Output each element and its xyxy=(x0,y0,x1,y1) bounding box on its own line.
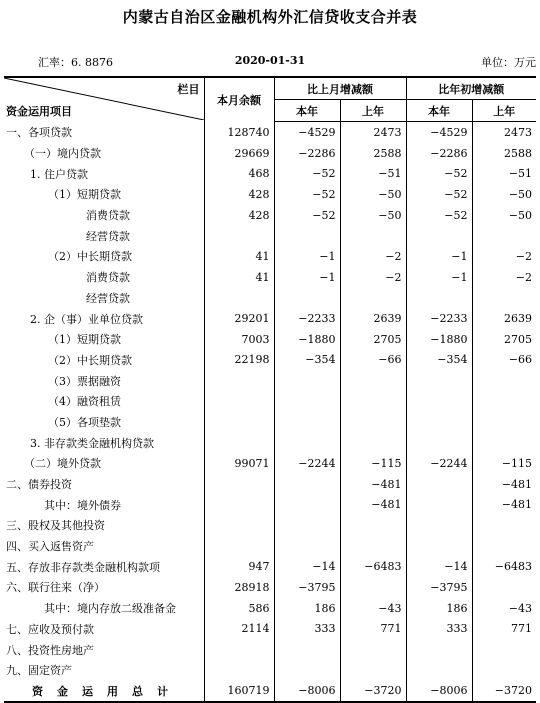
row-value: −6483 xyxy=(340,556,406,577)
row-value xyxy=(274,639,340,660)
row-value xyxy=(340,370,406,391)
row-value xyxy=(274,412,340,433)
row-label: 三、股权及其他投资 xyxy=(6,519,105,533)
row-value xyxy=(472,536,536,557)
row-value: −66 xyxy=(340,350,406,371)
header-vs-last-month: 比上月增减额 xyxy=(274,77,406,100)
row-value xyxy=(204,370,274,391)
row-value: −52 xyxy=(406,205,472,226)
report-title: 内蒙古自治区金融机构外汇信贷收支合并表 xyxy=(122,8,418,26)
row-value xyxy=(274,225,340,246)
row-value: 428 xyxy=(204,205,274,226)
row-value: 2588 xyxy=(472,143,536,164)
row-value: 2705 xyxy=(340,329,406,350)
row-label: （5）各项垫款 xyxy=(48,415,121,429)
row-value xyxy=(274,515,340,536)
row-value xyxy=(406,432,472,453)
row-label: （3）票据融资 xyxy=(48,374,121,388)
row-value: 2114 xyxy=(204,619,274,640)
table-row xyxy=(4,163,536,184)
table-row xyxy=(4,122,536,143)
row-value xyxy=(472,515,536,536)
row-value: −51 xyxy=(472,163,536,184)
row-label: 九、固定资产 xyxy=(6,664,72,678)
row-value xyxy=(340,288,406,309)
row-value xyxy=(340,412,406,433)
header-item-label: 资金运用项目 xyxy=(6,104,72,118)
header-column-label: 栏目 xyxy=(177,83,200,96)
row-value xyxy=(274,494,340,515)
row-value xyxy=(472,660,536,681)
row-value: −50 xyxy=(340,184,406,205)
row-label: 经营贷款 xyxy=(86,291,130,305)
row-value xyxy=(406,494,472,515)
row-label: 2. 企（事）业单位贷款 xyxy=(30,312,143,326)
unit-label: 单位：万元 xyxy=(481,56,536,69)
total-row xyxy=(4,681,536,703)
row-value xyxy=(406,536,472,557)
row-value: −1880 xyxy=(406,329,472,350)
row-value: −2 xyxy=(340,246,406,267)
row-value: 2473 xyxy=(472,122,536,143)
row-value: −2 xyxy=(340,267,406,288)
row-value xyxy=(472,370,536,391)
row-value: 7003 xyxy=(204,329,274,350)
row-value: −1 xyxy=(406,246,472,267)
row-value xyxy=(204,494,274,515)
table-row xyxy=(4,577,536,598)
row-value: −66 xyxy=(472,350,536,371)
row-value xyxy=(274,432,340,453)
row-value: −51 xyxy=(340,163,406,184)
table-body xyxy=(4,122,536,703)
row-value xyxy=(204,515,274,536)
row-value: −481 xyxy=(340,494,406,515)
row-value: −50 xyxy=(472,184,536,205)
row-value xyxy=(406,474,472,495)
row-value: 128740 xyxy=(204,122,274,143)
total-value: 160719 xyxy=(204,681,274,703)
table-row xyxy=(4,308,536,329)
table-row xyxy=(4,350,536,371)
row-label: （二）境外贷款 xyxy=(24,457,101,471)
row-value: −50 xyxy=(472,205,536,226)
table-row xyxy=(4,494,536,515)
row-label: 六、联行往来（净） xyxy=(6,581,105,595)
row-value: −14 xyxy=(406,556,472,577)
table-row xyxy=(4,660,536,681)
row-value: −2233 xyxy=(406,308,472,329)
row-value: −50 xyxy=(340,205,406,226)
row-value xyxy=(204,536,274,557)
header-last-year: 上年 xyxy=(340,100,406,122)
row-value xyxy=(406,391,472,412)
row-value: −2 xyxy=(472,267,536,288)
row-label: 八、投资性房地产 xyxy=(6,643,94,657)
row-value: −1 xyxy=(274,246,340,267)
row-value: 2639 xyxy=(472,308,536,329)
row-value xyxy=(204,660,274,681)
row-value: 28918 xyxy=(204,577,274,598)
row-value: 947 xyxy=(204,556,274,577)
row-value xyxy=(340,225,406,246)
row-value xyxy=(340,660,406,681)
row-label: 经营贷款 xyxy=(86,229,130,243)
row-value xyxy=(340,536,406,557)
table-row xyxy=(4,598,536,619)
row-value: −2244 xyxy=(274,453,340,474)
table-row xyxy=(4,205,536,226)
row-value: 41 xyxy=(204,267,274,288)
row-value: −1 xyxy=(406,267,472,288)
table-row xyxy=(4,246,536,267)
table-row xyxy=(4,556,536,577)
row-label: （2）中长期贷款 xyxy=(48,250,132,264)
row-value xyxy=(204,412,274,433)
row-value: 771 xyxy=(340,619,406,640)
row-label: （1）短期贷款 xyxy=(48,188,121,202)
row-value: −43 xyxy=(472,598,536,619)
table-row xyxy=(4,474,536,495)
row-value: −43 xyxy=(340,598,406,619)
row-value: 29201 xyxy=(204,308,274,329)
total-value: −3720 xyxy=(340,681,406,703)
row-value xyxy=(406,515,472,536)
row-value: −481 xyxy=(340,474,406,495)
row-value: 29669 xyxy=(204,143,274,164)
table-row xyxy=(4,225,536,246)
row-value: 2588 xyxy=(340,143,406,164)
row-value: −2233 xyxy=(274,308,340,329)
header-this-year: 本年 xyxy=(274,100,340,122)
row-value xyxy=(340,391,406,412)
row-value xyxy=(406,660,472,681)
row-value xyxy=(472,288,536,309)
row-value: −2244 xyxy=(406,453,472,474)
row-value xyxy=(340,639,406,660)
row-value: 99071 xyxy=(204,453,274,474)
credit-balance-table xyxy=(4,76,536,703)
total-value: −8006 xyxy=(406,681,472,703)
row-value: −2 xyxy=(472,246,536,267)
total-value: −8006 xyxy=(274,681,340,703)
header-balance: 本月余额 xyxy=(204,77,274,122)
row-value: −481 xyxy=(472,474,536,495)
row-label: （一）境内贷款 xyxy=(24,147,101,161)
row-value: 468 xyxy=(204,163,274,184)
row-value xyxy=(204,288,274,309)
table-row xyxy=(4,391,536,412)
row-value: 586 xyxy=(204,598,274,619)
row-value xyxy=(472,391,536,412)
row-label: （1）短期贷款 xyxy=(48,333,121,347)
table-row xyxy=(4,453,536,474)
row-value: −115 xyxy=(340,453,406,474)
row-value: −1 xyxy=(274,267,340,288)
table-row xyxy=(4,432,536,453)
row-value xyxy=(406,225,472,246)
table-row xyxy=(4,412,536,433)
row-label: 1. 住户贷款 xyxy=(30,167,88,181)
row-value xyxy=(340,432,406,453)
row-value: −354 xyxy=(274,350,340,371)
row-value: 333 xyxy=(406,619,472,640)
row-value xyxy=(472,432,536,453)
row-value: 2473 xyxy=(340,122,406,143)
table-row xyxy=(4,143,536,164)
row-label: （2）中长期贷款 xyxy=(48,353,132,367)
header-last-year: 上年 xyxy=(472,100,536,122)
row-value: −52 xyxy=(274,163,340,184)
row-value xyxy=(406,412,472,433)
row-value: 333 xyxy=(274,619,340,640)
row-value xyxy=(340,515,406,536)
row-label: 一、各项贷款 xyxy=(6,126,72,140)
table-row xyxy=(4,288,536,309)
row-value xyxy=(274,536,340,557)
row-value: −4529 xyxy=(406,122,472,143)
row-label: 二、债券投资 xyxy=(6,478,72,492)
row-label: 七、应收及预付款 xyxy=(6,622,94,636)
row-value: −2286 xyxy=(274,143,340,164)
table-row xyxy=(4,184,536,205)
row-value xyxy=(340,577,406,598)
row-value xyxy=(472,412,536,433)
table-row xyxy=(4,329,536,350)
header-this-year: 本年 xyxy=(406,100,472,122)
row-value xyxy=(406,288,472,309)
exchange-rate: 汇率：6. 8876 xyxy=(38,56,113,69)
row-value: −115 xyxy=(472,453,536,474)
row-label: 五、存放非存款类金融机构款项 xyxy=(6,560,160,574)
table-row xyxy=(4,267,536,288)
row-value: −4529 xyxy=(274,122,340,143)
table-row xyxy=(4,639,536,660)
row-value: −14 xyxy=(274,556,340,577)
row-value: −52 xyxy=(274,184,340,205)
row-label: 消费贷款 xyxy=(86,271,130,285)
row-value xyxy=(204,391,274,412)
total-value: −3720 xyxy=(472,681,536,703)
row-value: 2639 xyxy=(340,308,406,329)
row-value: 22198 xyxy=(204,350,274,371)
row-value xyxy=(472,577,536,598)
row-label: 3. 非存款类金融机构贷款 xyxy=(30,436,154,450)
row-value: −3795 xyxy=(274,577,340,598)
row-value xyxy=(204,639,274,660)
row-value: −6483 xyxy=(472,556,536,577)
row-value: −354 xyxy=(406,350,472,371)
row-label: （4）融资租赁 xyxy=(48,395,121,409)
row-value: 2705 xyxy=(472,329,536,350)
row-value: −52 xyxy=(406,163,472,184)
row-value: 186 xyxy=(406,598,472,619)
table-row xyxy=(4,515,536,536)
row-value: −481 xyxy=(472,494,536,515)
row-value xyxy=(204,474,274,495)
row-value: 186 xyxy=(274,598,340,619)
row-value: −52 xyxy=(406,184,472,205)
row-value: −1880 xyxy=(274,329,340,350)
row-value xyxy=(274,391,340,412)
header-corner-cell xyxy=(4,77,204,122)
total-label: 资金运用总计 xyxy=(4,681,204,703)
table-row xyxy=(4,536,536,557)
row-value xyxy=(274,288,340,309)
row-value xyxy=(274,660,340,681)
row-value xyxy=(472,639,536,660)
row-value: 41 xyxy=(204,246,274,267)
row-label: 其中：境外债券 xyxy=(44,498,121,512)
row-value xyxy=(274,370,340,391)
row-label: 其中：境内存放二级准备金 xyxy=(44,602,176,616)
row-value xyxy=(406,370,472,391)
row-value: −2286 xyxy=(406,143,472,164)
row-label: 消费贷款 xyxy=(86,209,130,223)
table-row xyxy=(4,619,536,640)
row-value: −3795 xyxy=(406,577,472,598)
row-value: 428 xyxy=(204,184,274,205)
row-value xyxy=(406,639,472,660)
row-value: −52 xyxy=(274,205,340,226)
header-vs-year-start: 比年初增减额 xyxy=(406,77,536,100)
row-label: 四、买入返售资产 xyxy=(6,540,94,554)
row-value xyxy=(204,432,274,453)
row-value xyxy=(472,225,536,246)
report-date: 2020-01-31 xyxy=(234,54,306,67)
row-value: 771 xyxy=(472,619,536,640)
row-value xyxy=(274,474,340,495)
row-value xyxy=(204,225,274,246)
table-row xyxy=(4,370,536,391)
